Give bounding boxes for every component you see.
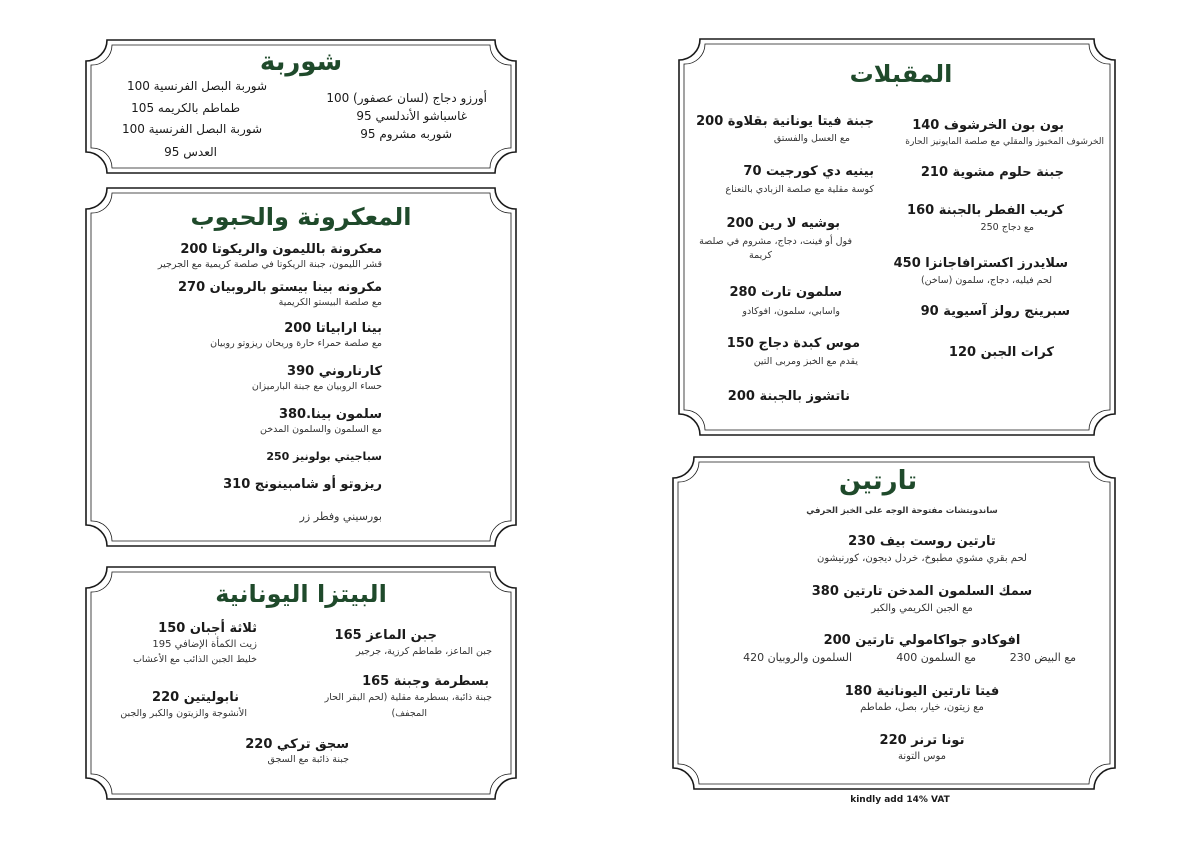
pasta-item-name: كارناروني 390 (287, 364, 382, 379)
appetizer-desc: يقدم مع الخبز ومربى التين (753, 356, 858, 367)
pizza-item-desc: جبنة ذائبة، بسطرمة مقلية (لحم البقر الحار (324, 692, 492, 703)
appetizers-section (678, 38, 1116, 436)
appetizer-name: سبرينج رولز آسيوية 90 (920, 304, 1070, 319)
pasta-item-name: بينا ارابياتا 200 (284, 321, 382, 336)
pasta-item-name: سلمون بينا.380 (278, 407, 382, 422)
pizza-item-name: ثلاثة أجبان 150 (158, 621, 257, 636)
pizza-item-name: سجق تركي 220 (245, 737, 349, 752)
soup-title: شوربة (259, 47, 343, 77)
soup-item: غاسباشو الأندلسي 95 (356, 109, 467, 123)
appetizer-name: موس كبدة دجاج 150 (726, 336, 860, 351)
appetizer-name: بوشيه لا رين 200 (726, 216, 840, 231)
tartine-item-option: السلمون والروبيان 420 (743, 651, 852, 664)
appetizer-desc: كوسة مقلية مع صلصة الزبادي بالنعناع (725, 184, 874, 195)
appetizer-name: كرات الجبن 120 (948, 345, 1054, 360)
appetizer-desc: كريمة (749, 250, 772, 261)
pasta-title: المعكرونة والحبوب (190, 203, 412, 231)
tartine-item-desc: مع زيتون، خيار، بصل، طماطم (860, 702, 984, 713)
tartine-item-option: مع البيض 230 (1009, 651, 1076, 664)
pizza-section (85, 566, 517, 800)
soup-item: شوربة البصل الفرنسية 100 (121, 122, 262, 136)
appetizer-name: سلمون تارت 280 (729, 285, 842, 300)
pizza-item-name: بسطرمة وجبنة 165 (362, 674, 489, 689)
appetizer-name: ناتشوز بالجبنة 200 (727, 389, 850, 404)
appetizer-name: بون بون الخرشوف 140 (912, 118, 1064, 133)
appetizer-name: بينيه دي كورجيت 70 (743, 164, 874, 179)
pasta-section (85, 187, 517, 547)
tartine-item-name: سمك السلمون المدخن تارتين 380 (811, 584, 1033, 599)
tartine-item-name: افوكادو جواكامولي تارتين 200 (823, 633, 1021, 648)
appetizers-title: المقبلات (849, 60, 953, 88)
soup-item: العدس 95 (164, 145, 217, 159)
appetizer-name: كريب الفطر بالجبنة 160 (907, 203, 1064, 218)
appetizer-desc: مع العسل والفستق (773, 133, 850, 144)
pizza-item-name: جبن الماعز 165 (334, 628, 437, 643)
appetizer-desc: واسابي، سلمون، افوكادو (742, 306, 840, 317)
appetizer-desc: فول أو فينت، دجاج، مشروم في صلصة (699, 236, 852, 247)
appetizer-name: سلايدرز اكسترافاجانزا 450 (893, 256, 1068, 271)
vat-note: kindly add 14% VAT (850, 795, 950, 805)
soup-section (85, 39, 517, 174)
pizza-item-desc: جبنة ذائبة مع السجق (267, 754, 349, 765)
pasta-item-desc: مع السلمون والسلمون المدخن (260, 424, 382, 435)
pasta-item-desc: حساء الروبيان مع جبنة البارميزان (251, 381, 382, 392)
tartine-item-desc: موس التونة (897, 751, 947, 762)
pizza-item-desc: جبن الماعز، طماطم كرزية، جرجير (355, 646, 492, 657)
pizza-item-name: نابوليتين 220 (152, 690, 239, 705)
appetizer-name: جبنة حلوم مشوية 210 (920, 165, 1064, 180)
tartine-item-option: مع السلمون 400 (896, 651, 976, 664)
pizza-item-desc: المجفف) (391, 708, 427, 719)
pasta-item-name: معكرونة بالليمون والريكوتا 200 (180, 242, 382, 257)
pizza-item-desc: الأنشوجة والزيتون والكبر والجبن (120, 708, 247, 719)
pasta-item-name: مكرونه بينا بيستو بالروبيان 270 (177, 280, 382, 295)
appetizer-desc: مع دجاج 250 (980, 222, 1034, 233)
pizza-item-desc: خليط الجبن الذائب مع الأعشاب (132, 654, 257, 665)
tartine-section (672, 456, 1116, 790)
pasta-item-name: ريزوتو أو شامبينونج 310 (223, 477, 382, 492)
pasta-item-name: سباجيتي بولونيز 250 (266, 450, 382, 463)
tartine-item-name: فيتا تارتين اليونانية 180 (844, 684, 1000, 699)
pasta-item-desc: بورسيني وفطر زر (299, 510, 382, 523)
appetizer-name: جبنة فيتا يونانية بقلاوة 200 (696, 114, 874, 129)
pizza-title: البيتزا اليونانية (215, 580, 387, 608)
appetizer-desc: الخرشوف المخبوز والمقلي مع صلصة المايونيز الحارة (905, 137, 1104, 147)
tartine-item-desc: مع الجبن الكريمي والكبر (871, 603, 973, 614)
pasta-item-desc: مع صلصة حمراء حارة وريحان ريزوتو روبيان (210, 338, 382, 349)
tartine-item-name: تونا ترنر 220 (879, 733, 965, 748)
tartine-item-desc: لحم بقري مشوي مطبوخ، خردل ديجون، كورنيشون (817, 553, 1027, 564)
tartine-title: تارتين (838, 466, 918, 496)
soup-item: شوربه مشروم 95 (360, 127, 452, 141)
pasta-item-desc: مع صلصة البيستو الكريمية (278, 297, 382, 308)
soup-item: أورزو دجاج (لسان عصفور) 100 (326, 91, 487, 105)
soup-item: شوربة البصل الفرنسية 100 (126, 79, 267, 93)
pizza-item-desc: زيت الكمأة الإضافي 195 (152, 639, 257, 650)
pasta-item-desc: قشر الليمون، جبنة الريكوتا في صلصة كريمية مع الجرجير (157, 259, 382, 270)
tartine-item-name: تارتين روست بيف 230 (848, 534, 996, 549)
soup-item: طماطم بالكريمه 105 (131, 101, 240, 115)
appetizer-desc: لحم فيليه، دجاج، سلمون (ساخن) (920, 275, 1052, 286)
tartine-subtitle: ساندويتشات مفتوحة الوجه على الخبز الحرفي (806, 506, 998, 516)
